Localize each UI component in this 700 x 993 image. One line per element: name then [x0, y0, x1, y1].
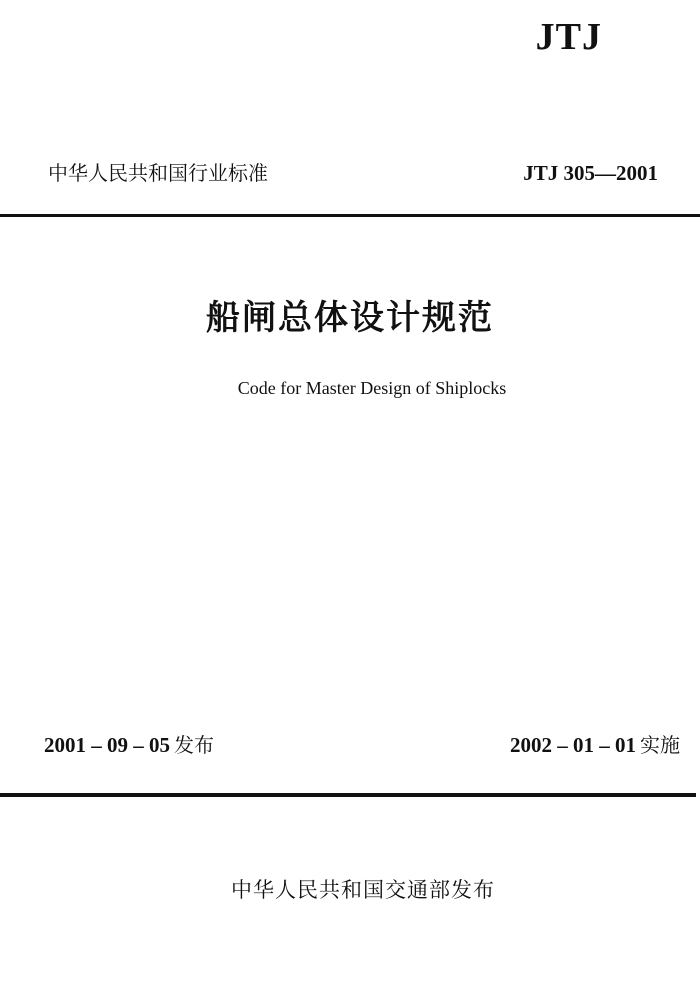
effective-date: 2002 – 01 – 01 — [510, 733, 636, 757]
issue-date-block — [44, 728, 214, 762]
dates-row — [44, 728, 680, 762]
standard-number: JTJ 305—2001 — [523, 161, 658, 185]
top-divider — [0, 214, 700, 217]
issue-label: 发布 — [174, 733, 214, 757]
effective-date-block — [510, 728, 680, 762]
publisher: 中华人民共和国交通部发布 — [231, 878, 495, 902]
document-title: 船闸总体设计规范 — [206, 298, 494, 338]
standard-category: 中华人民共和国行业标准 — [48, 161, 268, 185]
bottom-divider — [0, 793, 696, 797]
effective-label: 实施 — [640, 733, 680, 757]
standard-header — [48, 156, 658, 190]
issue-date: 2001 – 09 – 05 — [44, 733, 170, 757]
series-mark: JTJ — [535, 16, 602, 58]
document-subtitle-english: Code for Master Design of Shiplocks — [237, 378, 507, 398]
